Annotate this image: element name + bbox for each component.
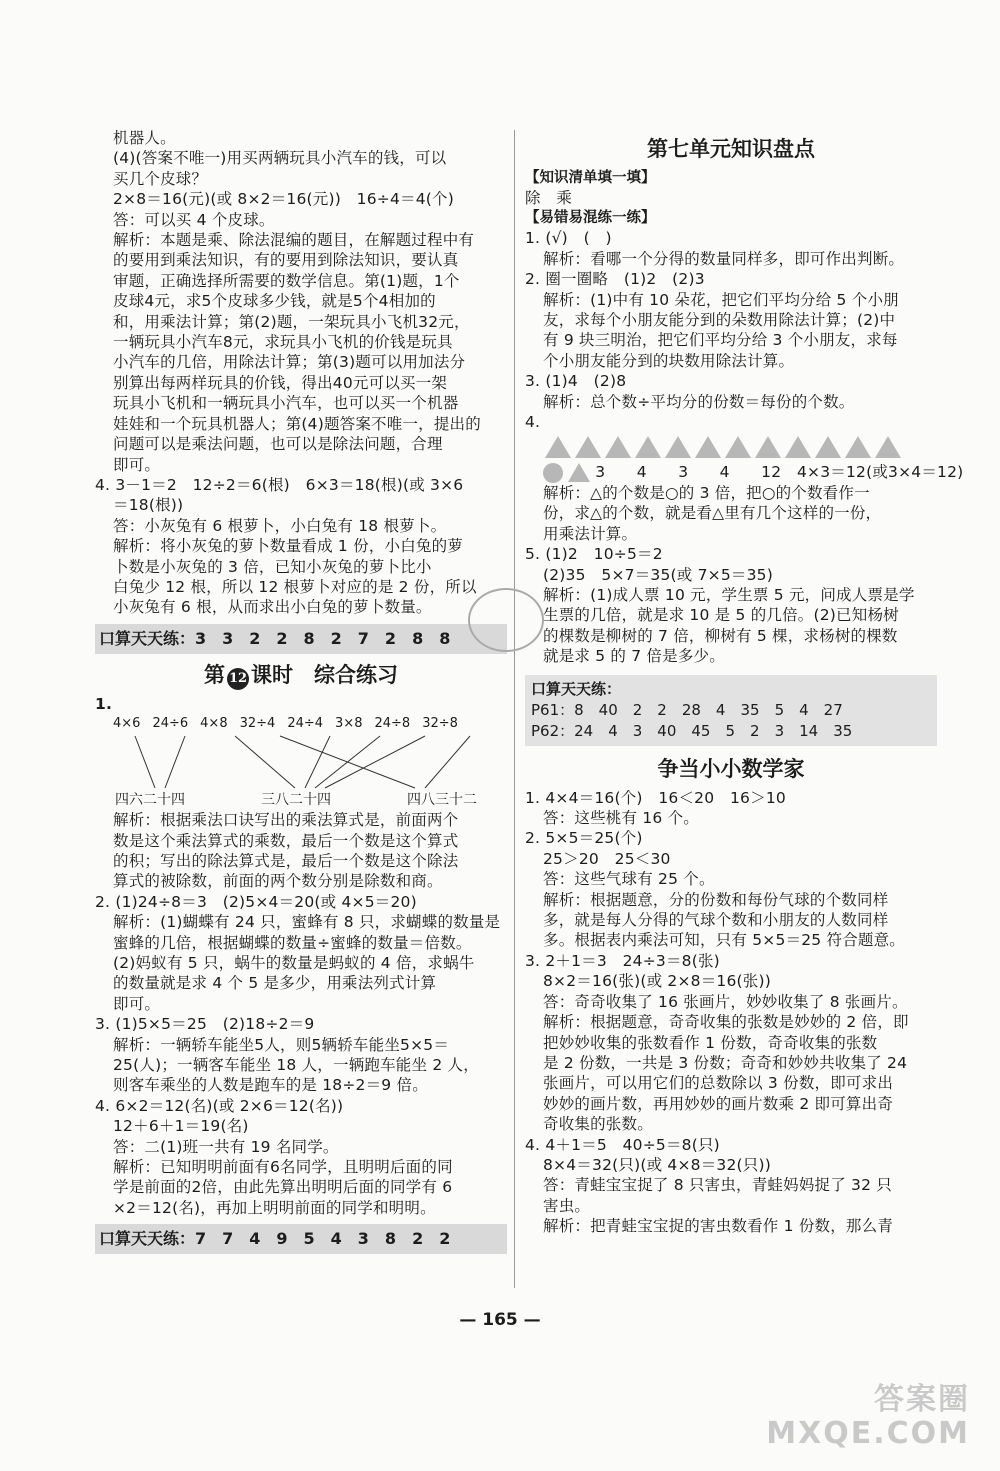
text-line: 数是这个乘法算式的乘数，最后一个数是这个算式 [113,831,459,850]
stamp-mark [468,588,544,652]
text-line: 2. 5×5＝25(个) [525,829,643,848]
expression: 24÷6 [152,716,189,732]
triangle-icon [695,436,721,458]
p61-answers: P61：8 40 2 2 28 4 35 5 4 27 [531,700,843,719]
triangle-icon [845,436,871,458]
lesson-heading-post: 课时 综合练习 [251,661,398,687]
text-line: 和，用乘法计算；第(2)题，一架玩具小飞机32元， [113,312,470,331]
text-line: 白兔少 12 根，所以 12 根萝卜对应的是 2 份，所以 [113,577,477,596]
triangle-icon [725,436,751,458]
lesson-heading [95,660,507,690]
text-line: 的数量就是求 4 个 5 是多少，用乘法列式计算 [113,974,437,993]
triangle-icon [755,436,781,458]
text-line: 玩具小飞机和一辆玩具小汽车，也可以买一个机器 [113,394,459,413]
multiplication-rhyme: 三八二十四 [261,792,331,809]
oral-practice-bar-2: 口算天天练：7 7 4 9 5 4 3 8 2 2 [95,1224,507,1254]
text-line: 2×8＝16(元)(或 8×2＝16(元)) 16÷4＝4(个) [113,190,455,209]
shape-answer-row [525,462,964,483]
text-line: 2. 圈一圈略 (1)2 (2)3 [525,270,705,289]
text-line: 个小朋友能分到的块数用除法计算。 [543,351,795,370]
text-line: 学是前面的2倍，由此先算出明明后面的同学有 6 [113,1178,453,1197]
text-line: 解析：根据题意，分的份数和每份气球的个数同样 [543,890,889,909]
text-line: 即可。 [113,994,161,1013]
text-line: 8×2＝16(张)(或 2×8＝16(张)) [543,972,771,991]
text-line: 4. 3－1＝2 12÷2＝6(根) 6×3＝18(根)(或 3×6 [95,475,464,494]
text-line: 解析：本题是乘、除法混编的题目，在解题过程中有 [113,231,475,250]
text-line: 多。根据表内乘法可知，只有 5×5＝25 符合题意。 [543,931,905,950]
lesson-number-badge: 12 [227,668,249,690]
text-line: 即可。 [113,455,161,474]
right-column [525,128,964,1237]
right-text-block-3 [525,788,937,1237]
watermark-line-1: 答案圈 [874,1382,970,1417]
watermark [766,1383,970,1451]
unit-review-title: 第七单元知识盘点 [647,136,815,161]
text-line: 害虫。 [543,1196,591,1215]
text-line: 解析：将小灰兔的萝卜数量看成 1 份，小白兔的萝 [113,537,464,556]
oral-practice-box [525,675,937,746]
text-line: 4. [525,413,541,432]
text-line: 解析：根据题意，奇奇收集的张数是妙妙的 2 倍，即 [543,1013,909,1032]
triangle-icon [665,436,691,458]
left-text-block-1 [95,128,507,618]
text-line: 是 2 份数，一共是 3 份数；奇奇和妙妙共收集了 24 [543,1053,908,1072]
triangle-icon [568,463,590,482]
text-line: 答：二(1)班一共有 19 名同学。 [113,1137,339,1156]
text-line: 解析：一辆轿车能坐5人，则5辆轿车能坐5×5＝ [113,1035,450,1054]
text-line: 3. (1)4 (2)8 [525,372,627,391]
text-line: ×2＝12(名)，再加上明明前面的同学和明明。 [113,1198,436,1217]
text-line: 8×4＝32(只)(或 4×8＝32(只)) [543,1155,771,1174]
oral-practice-title: 口算天天练： [531,679,622,698]
text-line: (4)(答案不唯一)用买两辆玩具小汽车的钱，可以 [113,149,447,168]
text-line: 解析：总个数÷平均分的份数＝每份的个数。 [543,392,855,411]
triangle-icon [635,436,661,458]
text-line: 12＋6＋1＝19(名) [113,1117,249,1136]
math-challenge-title: 争当小小数学家 [657,755,805,781]
triangle-icon [875,436,901,458]
match-labels [95,790,507,810]
matching-lines [125,734,485,790]
expression: 32÷8 [422,716,458,732]
multiplication-rhyme: 四八三十二 [407,792,477,809]
text-line: 25(人)；一辆客车能坐 18 人，一辆跑车能坐 2 人， [113,1056,479,1075]
text-line: 5. (1)2 10÷5＝2 [525,545,663,564]
text-line: 答：这些桃有 16 个。 [543,809,699,828]
text-line: 4. 4＋1＝5 40÷5＝8(只) [525,1135,720,1154]
text-line: 答：可以买 4 个皮球。 [113,210,275,229]
expression: 4×8 [200,716,228,732]
text-line: 小灰兔有 6 根，从而求出小白兔的萝卜数量。 [113,598,432,617]
text-line: 1. (√) ( ) [525,229,612,248]
text-line: 解析：△的个数是○的 3 倍，把○的个数看作一 [543,483,870,502]
text-line: 卜数是小灰兔的 3 倍，已知小灰兔的萝卜比小 [113,557,432,576]
text-line: 把妙妙收集的张数看作 1 份数，奇奇收集的张数 [543,1033,878,1052]
text-line: 答：青蛙宝宝捉了 8 只害虫，青蛙妈妈捉了 32 只 [543,1176,892,1195]
lesson-heading-pre: 第 [204,661,225,687]
oral-practice-bar-1: 口算天天练：3 3 2 2 8 2 7 2 8 8 [95,624,507,654]
text-line: 用乘法计算。 [543,524,638,543]
text-line: 答：这些气球有 25 个。 [543,870,715,889]
text-line: 算式的被除数，前面的两个数分别是除数和商。 [113,872,443,891]
multiplication-rhyme: 四六二十四 [115,792,185,809]
watermark-line-2: MXQE.COM [766,1416,970,1451]
text-line: 多，就是每人分得的气球个数和小朋友的人数同样 [543,911,889,930]
text-line: (2)妈蚁有 5 只，蜗牛的数量是蚂蚁的 4 倍，求蜗牛 [113,954,475,972]
text-line: (2)35 5×7＝35(或 7×5＝35) [543,565,773,584]
fill-answer: 除 乘 [525,189,573,207]
text-line: 奇收集的张数。 [543,1115,653,1134]
text-line: 解析：(1)成人票 10 元，学生票 5 元，问成人票是学 [543,586,915,604]
text-line: 解析：把青蛙宝宝捉的害虫数看作 1 份数，那么青 [543,1217,894,1236]
text-line: 张画片，可以用它们的总数除以 3 份数，即可求出 [543,1074,894,1093]
right-text-block-1 [525,228,937,432]
text-line: 4. 6×2＝12(名)(或 2×6＝12(名)) [95,1096,344,1115]
text-line: 友，求每个小朋友能分到的朵数用除法计算；(2)中 [543,311,896,330]
text-line: 则客车乘坐的人数是跑车的是 18÷2＝9 倍。 [113,1076,428,1095]
text-line: 的棵数是柳树的 7 倍，柳树有 5 棵，求杨树的棵数 [543,626,898,645]
expression: 24÷8 [374,716,411,732]
triangle-row [525,436,937,458]
shape-answer: 3 4 3 4 12 4×3＝12(或3×4＝12) [595,463,964,482]
text-line: 有 9 块三明治，把它们平均分给 3 个小朋友，求每 [543,331,898,350]
text-line: 蜜蜂的几倍，根据蝴蝶的数量÷蜜蜂的数量＝倍数。 [113,933,472,952]
match-expressions [95,714,507,734]
triangle-icon [575,436,601,458]
text-line: 解析：(1)中有 10 朵花，把它们平均分给 5 个小朋 [543,290,899,309]
expression: 4×6 [113,716,141,732]
text-line: 的积；写出的除法算式是，最后一个数是这个除法 [113,851,459,870]
right-text-block-2 [525,483,937,667]
text-line: 25＞20 25＜30 [543,849,671,868]
text-line: ＝18(根)) [113,496,184,515]
text-line: 解析：根据乘法口诀写出的乘法算式是，前面两个 [113,811,459,830]
text-line: 答：小灰兔有 6 根萝卜，小白兔有 18 根萝卜。 [113,516,447,535]
knowledge-tag: 【知识清单填一填】 [525,170,656,186]
triangle-icon [605,436,631,458]
text-line: 答：奇奇收集了 16 张画片，妙妙收集了 8 张画片。 [543,992,908,1011]
text-line: 解析：(1)蝴蝶有 24 只，蜜蜂有 8 只，求蝴蝶的数量是 [113,913,501,932]
text-line: 买几个皮球？ [113,169,208,188]
text-line: 皮球4元，求5个皮球多少钱，就是5个4相加的 [113,292,436,311]
text-line: 解析：看哪一个分得的数量同样多，即可作出判断。 [543,249,905,268]
text-line: 别算出每两样玩具的价钱，得出40元可以买一架 [113,373,448,392]
practice-tag: 【易错易混练一练】 [525,210,656,227]
text-line: 就是求 5 的 7 倍是多少。 [543,647,725,666]
text-line: 3. (1)5×5＝25 (2)18÷2＝9 [95,1015,315,1034]
text-line: 生票的几倍，就是求 10 是 5 的几倍。(2)已知杨树 [543,606,899,625]
circle-icon [543,463,563,483]
text-line: 机器人。 [113,129,176,147]
text-line: 妙妙的画片数，再用妙妙的画片数乘 2 即可算出奇 [543,1094,894,1113]
triangle-icon [785,436,811,458]
left-text-block-2 [95,810,507,1218]
page-number: — 165 — [459,1310,541,1330]
text-line: 份，求△的个数，就是看△里有几个这样的一份， [543,504,882,523]
column-divider [514,130,515,1288]
expression: 32÷4 [239,716,276,732]
text-line: 审题，正确选择所需要的数学信息。第(1)题，1个 [113,271,460,290]
triangle-icon [545,436,571,458]
text-line: 问题可以是乘法问题，也可以是除法问题，合理 [113,435,443,454]
expression: 24÷4 [287,716,324,732]
text-line: 3. 2＋1＝3 24÷3＝8(张) [525,951,720,970]
text-line: 小汽车的几倍，用除法计算；第(3)题可以用加法分 [113,353,466,372]
text-line: 的要用到乘法知识，有的要用到除法知识，要认真 [113,251,459,270]
text-line: 1. 4×4＝16(个) 16＜20 16＞10 [525,788,786,807]
p62-answers: P62：24 4 3 40 45 5 2 3 14 35 [531,721,853,740]
expression: 3×8 [335,716,363,732]
text-line: 2. (1)24÷8＝3 (2)5×4＝20(或 4×5＝20) [95,892,417,911]
text-line: 娃娃和一个玩具机器人；第(4)题答案不唯一，提出的 [113,414,481,433]
left-column [95,128,507,1260]
text-line: 解析：已知明明前面有6名同学，且明明后面的同 [113,1158,453,1177]
q1-label: 1. [95,694,113,713]
text-line: 一辆玩具小汽车8元，求玩具小飞机的价钱是玩具 [113,333,453,352]
triangle-icon [815,436,841,458]
